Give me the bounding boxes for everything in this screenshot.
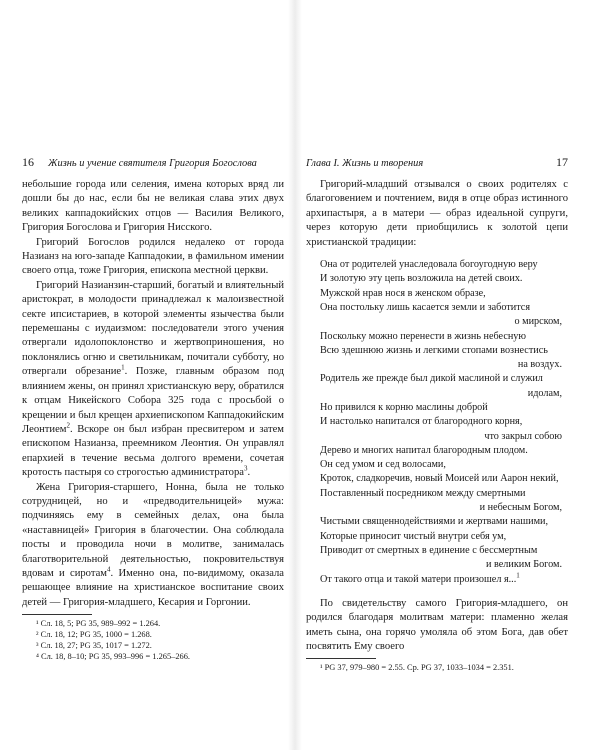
poem-line: Поставленный посредником между смертными bbox=[320, 487, 526, 499]
footnote: ⁴ Сл. 18, 8–10; PG 35, 993–996 = 1.265–266. bbox=[36, 652, 190, 662]
paragraph: небольшие города или селения, имена которых вряд ли дошли бы до нас, если бы не великая слава этих двух великих каппадокийских отцов — Василия Великого, Григория Богослова и Григория Нисского. bbox=[22, 179, 284, 234]
paragraph: Григорий Назианзин-старший, богатый и влиятельный аристократ, в молодости принадлежал к малоизвестной секте ипсистариев, в которой элементы язычества были перемешаны с иудаизмом: последователи этого учения отвергали идолопоклонство и жертвоприношения, но поклонялись огню и светильникам, почитали субботу, но отвергали обрезание$^1$. Позже, главным образом под влиянием жены, он принял христианскую веру, обратился к отцам Никейского Собора 325 года с просьбой о крещении и был крещен архиепископом Каппадокийским Леонтием$^2$. Вскоре он был избран пресвитером и затем епископом Назианза, преемником Леонтия. Он управлял епархией в течение весьма долгого времени, сочетая кротость пастыря со строгостью администратора$^3$. bbox=[22, 279, 284, 479]
right-page-header bbox=[306, 155, 568, 171]
poem bbox=[320, 258, 568, 587]
footnotes bbox=[22, 618, 284, 662]
poem-line bbox=[320, 573, 568, 587]
poem-line: Которые приносит чистый внутри себя ум, bbox=[320, 530, 507, 542]
poem-line: Она постольку лишь касается земли и заботится bbox=[320, 301, 531, 313]
poem-line: и небесным Богом, bbox=[479, 502, 562, 514]
poem-line: идолам, bbox=[527, 387, 562, 399]
poem-line: И настолько напитался от благородного корня, bbox=[320, 416, 523, 428]
left-page-header bbox=[22, 155, 284, 171]
poem-line: Чистыми священнодействиями и жертвами нашими, bbox=[320, 516, 549, 528]
footnote-mark: 3 bbox=[243, 464, 248, 473]
poem-line: о мирском, bbox=[514, 316, 562, 328]
poem-line: и великим Богом. bbox=[486, 559, 562, 571]
poem-line: Поскольку можно перенести в жизнь небесную bbox=[320, 330, 526, 342]
footnote: ³ Сл. 18, 27; PG 35, 1017 = 1.272. bbox=[36, 641, 152, 651]
poem-line: Кроток, сладкоречив, новый Моисей или Аарон некий, bbox=[320, 473, 559, 485]
poem-line: И золотую эту цепь возложила на детей своих. bbox=[320, 273, 523, 285]
poem-line: на воздух. bbox=[517, 359, 562, 371]
poem-line-text: От такого отца и такой матери произошел я... bbox=[320, 573, 517, 585]
running-head: Глава I. Жизнь и творения bbox=[306, 158, 424, 169]
book-gutter bbox=[288, 0, 302, 750]
poem-line: Приводит от смертных в единение с бессмертным bbox=[320, 544, 538, 556]
footnote-mark: 2 bbox=[66, 421, 70, 430]
poem-line: Он сед умом и сед волосами, bbox=[320, 459, 446, 471]
poem-line: что закрыл собою bbox=[484, 430, 562, 442]
footnote-mark: 1 bbox=[516, 571, 520, 580]
paragraph: Григорий-младший отзывался о своих родителях с благоговением и почтением, видя в отце образ истинного архипастыря, а в матери — образ идеальной супруги, через которую дети приобщились к золотой цепи христианской традиции: bbox=[306, 179, 568, 248]
poem-line: Но привился к корню маслины доброй bbox=[320, 402, 488, 413]
running-head: Жизнь и учение святителя Григория Богослова bbox=[48, 158, 257, 169]
paragraph: Жена Григория-старшего, Нонна, была не только сотрудницей, но и «предводительницей» мужа: подчиняясь ему в семейных делах, она была «наставницей» Григория в благочестии. Она соблюдала посты и проводила ночи в молитве, занималась благотворительной деятельностью, покровительствуя вдовам и сиротам$^4$. Именно она, по-видимому, оказала решающее влияние на христианское воспитание своих детей — Григория-младшего, Кесария и Горгонии. bbox=[22, 481, 284, 608]
left-page bbox=[22, 155, 284, 662]
footnote-mark: 4 bbox=[107, 565, 111, 574]
footnote: ¹ Сл. 18, 5; PG 35, 989–992 = 1.264. bbox=[36, 619, 161, 629]
footnote: ² Сл. 18, 12; PG 35, 1000 = 1.268. bbox=[36, 630, 152, 640]
paragraph: По свидетельству самого Григория-младшего, он родился благодаря молитвам матери: пламенно желая иметь сына, она горячо умоляла об этом Бога, дав обет посвятить Ему своего bbox=[306, 597, 568, 653]
paragraph: Григорий Богослов родился недалеко от города Назианз на юго-западе Каппадокии, в фамильном имении своего отца, тоже Григория, епископа местной церкви. bbox=[22, 236, 284, 277]
page-number: 17 bbox=[556, 155, 568, 169]
footnote: ¹ PG 37, 979–980 = 2.55. Ср. PG 37, 1033–1034 = 2.351. bbox=[320, 663, 514, 673]
right-page bbox=[306, 155, 568, 673]
footnote-mark: 1 bbox=[121, 363, 125, 372]
footnotes bbox=[306, 662, 568, 673]
footnote-divider bbox=[306, 658, 376, 659]
poem-line: Всю здешнюю жизнь и легкими стопами вознестись bbox=[320, 344, 548, 356]
poem-line: Мужской нрав нося в женском образе, bbox=[320, 287, 486, 299]
poem-line: Она от родителей унаследовала богоугодную веру bbox=[320, 259, 538, 271]
page-number: 16 bbox=[22, 155, 34, 169]
poem-line: Дерево и многих напитал благородным плодом. bbox=[320, 444, 528, 456]
footnote-divider bbox=[22, 614, 92, 615]
poem-line: Родитель же прежде был дикой маслиной и служил bbox=[320, 373, 543, 385]
